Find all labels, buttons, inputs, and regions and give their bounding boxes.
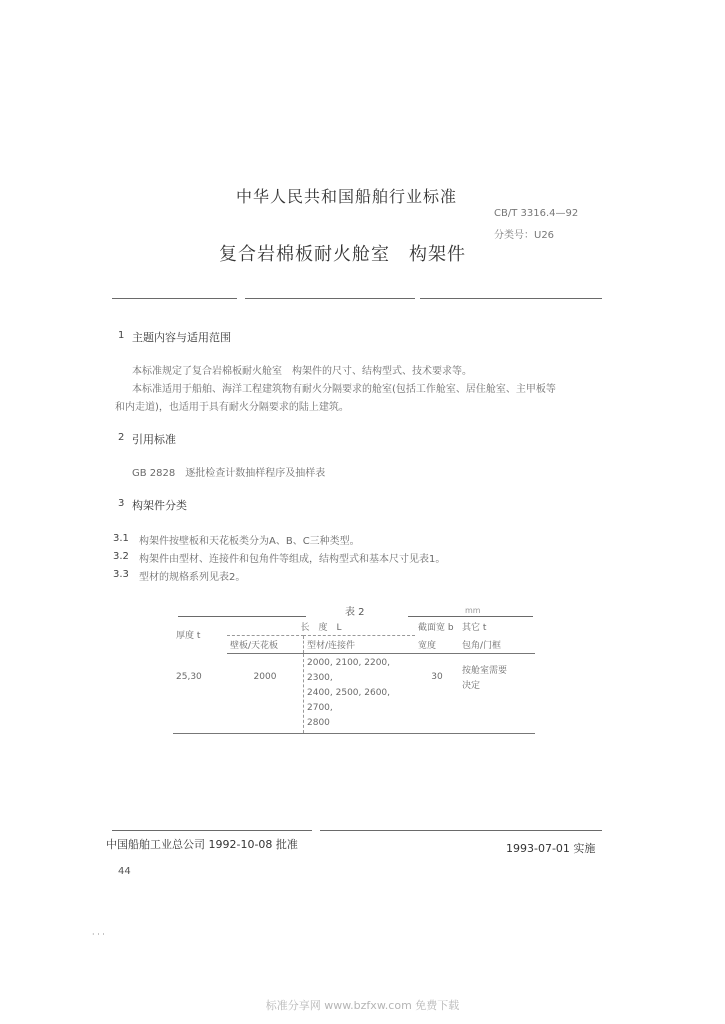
table-unit: mm bbox=[465, 606, 481, 615]
footer-effective-date: 1993-07-01 实施 bbox=[506, 842, 596, 855]
section-1-paragraph-1: 本标准规定了复合岩棉板耐火舱室 构架件的尺寸、结构型式、技术要求等。 bbox=[132, 366, 472, 377]
footer-divider-left bbox=[112, 830, 312, 831]
footer-divider-right bbox=[320, 830, 602, 831]
spec-table bbox=[173, 618, 535, 734]
subsection-3-1-text: 构架件按壁板和天花板类分为A、B、C三种类型。 bbox=[139, 536, 360, 547]
section-1-title: 主题内容与适用范围 bbox=[132, 331, 231, 344]
table-caption: 表 2 bbox=[345, 607, 365, 618]
header-divider-left bbox=[112, 298, 237, 299]
table-row bbox=[173, 654, 535, 734]
scan-speck: · · · bbox=[92, 930, 105, 939]
header-other: 其它 t bbox=[462, 623, 487, 633]
classification-code: 分类号：U26 bbox=[494, 230, 555, 241]
subsection-3-2-number: 3.2 bbox=[113, 551, 129, 562]
header-other-sub: 包角/门框 bbox=[459, 636, 535, 654]
section-3-title: 构架件分类 bbox=[132, 499, 187, 512]
page-number: 44 bbox=[118, 866, 131, 877]
section-2-title: 引用标准 bbox=[132, 433, 176, 446]
header-optional-length: 型材/连接件 bbox=[304, 636, 416, 654]
table-top-rule-right bbox=[408, 616, 533, 617]
subsection-3-3-text: 型材的规格系列见表2。 bbox=[139, 572, 246, 583]
table-header-row-2 bbox=[173, 636, 535, 654]
header-thickness: 厚度 t bbox=[176, 631, 201, 641]
optional-length-line-2: 2400, 2500, 2600, 2700, bbox=[307, 688, 391, 713]
header-length-group: 长 度 L bbox=[227, 618, 415, 636]
section-1-paragraph-3: 和内走道)，也适用于具有耐火分隔要求的陆上建筑。 bbox=[115, 402, 349, 413]
subsection-3-2-text: 构架件由型材、连接件和包角件等组成，结构型式和基本尺寸见表1。 bbox=[139, 554, 446, 565]
cell-width: 30 bbox=[415, 654, 459, 734]
header-divider-mid bbox=[245, 298, 415, 299]
cell-other bbox=[459, 654, 535, 734]
document-code: CB/T 3316.4—92 bbox=[494, 208, 579, 219]
section-1-paragraph-2: 本标准适用于船舶、海洋工程建筑物有耐火分隔要求的舱室(包括工作舱室、居住舱室、主甲板等 bbox=[132, 384, 556, 395]
document-title: 复合岩棉板耐火舱室 构架件 bbox=[219, 244, 466, 265]
section-3-number: 3 bbox=[118, 498, 125, 509]
section-1-number: 1 bbox=[118, 330, 125, 341]
subsection-3-3-number: 3.3 bbox=[113, 569, 129, 580]
optional-length-line-1: 2000, 2100, 2200, 2300, bbox=[307, 658, 391, 683]
table-header-row-1 bbox=[173, 618, 535, 636]
header-standard-length: 壁板/天花板 bbox=[227, 636, 304, 654]
cell-standard-length: 2000 bbox=[227, 654, 304, 734]
header-width: 截面宽 b bbox=[418, 623, 454, 633]
subsection-3-1-number: 3.1 bbox=[113, 533, 129, 544]
footer-approval: 中国船舶工业总公司 1992-10-08 批准 bbox=[106, 838, 298, 851]
other-line-1: 按舱室需要 bbox=[462, 666, 508, 676]
watermark-text: 标准分享网 www.bzfxw.com 免费下载 bbox=[265, 999, 460, 1012]
standard-header-title: 中华人民共和国船舶行业标准 bbox=[236, 187, 458, 206]
cell-optional-lengths bbox=[304, 654, 416, 734]
header-divider-right bbox=[420, 298, 602, 299]
optional-length-line-3: 2800 bbox=[307, 718, 330, 728]
section-2-reference: GB 2828 逐批检查计数抽样程序及抽样表 bbox=[132, 468, 326, 479]
other-line-2: 决定 bbox=[462, 681, 481, 691]
cell-thickness: 25,30 bbox=[173, 654, 227, 734]
section-2-number: 2 bbox=[118, 432, 125, 443]
table-top-rule-left bbox=[178, 616, 306, 617]
header-width-sub: 宽度 bbox=[415, 636, 459, 654]
